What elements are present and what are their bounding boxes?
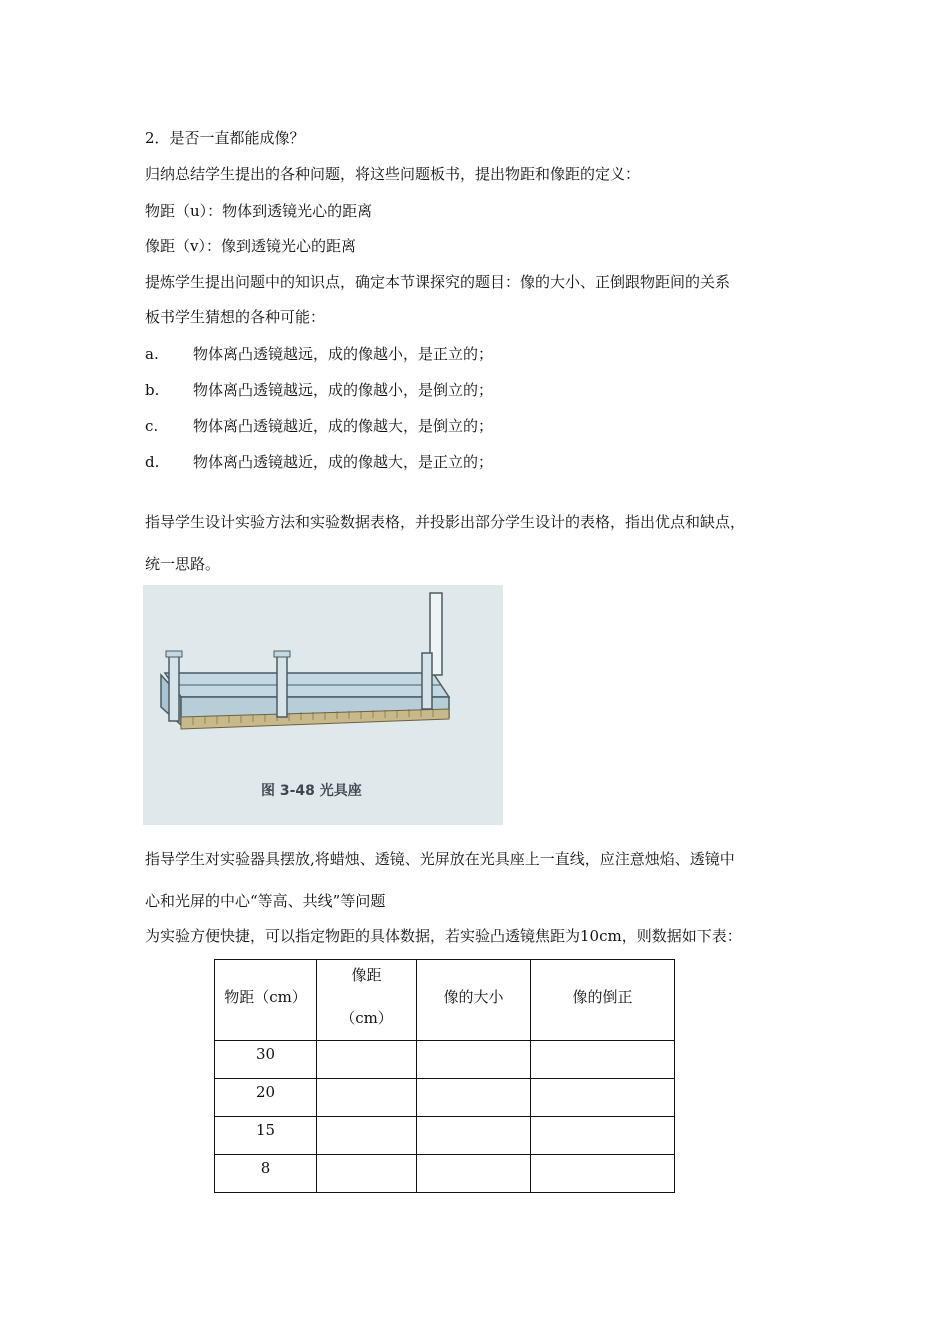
header-text: 物距（cm）	[224, 988, 307, 1006]
hypothesis-c	[145, 416, 493, 436]
cell-image-distance	[317, 1079, 417, 1117]
cell-image-distance	[317, 1041, 417, 1079]
cell-object-distance	[215, 1117, 317, 1155]
line-unify: 统一思路。	[145, 555, 221, 573]
list-marker: a.	[145, 345, 159, 363]
table-row	[215, 1155, 675, 1193]
table-header-row	[215, 960, 675, 1041]
cell-object-distance	[215, 1041, 317, 1079]
cell-image-distance	[317, 1155, 417, 1193]
cell-text: 20	[255, 1083, 276, 1101]
cell-image-size	[417, 1041, 531, 1079]
middle-holder	[277, 653, 287, 717]
left-holder-cap	[166, 651, 182, 657]
line-table-intro: 为实验方便快捷，可以指定物距的具体数据，若实验凸透镜焦距为10cm，则数据如下表：	[145, 927, 742, 945]
table-row	[215, 1079, 675, 1117]
hypothesis-d	[145, 452, 493, 472]
figure-caption: 图 3-48 光具座	[261, 783, 362, 799]
middle-holder-cap	[274, 651, 290, 657]
line-object-distance-def: 物距（u）：物体到透镜光心的距离	[145, 202, 373, 220]
cell-image-size	[417, 1117, 531, 1155]
header-text: 像的大小	[443, 988, 504, 1006]
line-topic: 提炼学生提出问题中的知识点，确定本节课探究的题目：像的大小、正倒跟物距间的关系	[145, 273, 731, 291]
cell-text: 30	[255, 1045, 276, 1063]
table-row	[215, 1041, 675, 1079]
hypothesis-text: 物体离凸透镜越远，成的像越小，是倒立的；	[193, 381, 494, 399]
left-holder	[169, 653, 179, 721]
cell-image-orientation	[531, 1117, 675, 1155]
cell-text: 8	[260, 1159, 271, 1177]
table-row	[215, 1117, 675, 1155]
hypothesis-text: 物体离凸透镜越近，成的像越大，是正立的；	[193, 453, 494, 471]
list-marker: c.	[145, 417, 159, 435]
right-holder	[422, 653, 432, 709]
line-image-distance-def: 像距（v）：像到透镜光心的距离	[145, 237, 356, 255]
optical-bench-illustration	[143, 585, 503, 825]
cell-image-orientation	[531, 1155, 675, 1193]
list-marker: b.	[145, 381, 160, 399]
line-summary: 归纳总结学生提出的各种问题，将这些问题板书，提出物距和像距的定义：	[145, 165, 641, 183]
hypothesis-text: 物体离凸透镜越远，成的像越小，是正立的；	[193, 345, 494, 363]
data-table	[214, 959, 675, 1193]
header-image-distance	[317, 960, 417, 1041]
header-text: 像的倒正	[572, 988, 633, 1006]
cell-image-size	[417, 1155, 531, 1193]
cell-object-distance	[215, 1079, 317, 1117]
cell-object-distance	[215, 1155, 317, 1193]
header-text: 像距	[351, 966, 382, 984]
hypothesis-text: 物体离凸透镜越近，成的像越大，是倒立的；	[193, 417, 494, 435]
header-text: （cm）	[340, 1009, 393, 1027]
cell-image-orientation	[531, 1079, 675, 1117]
optical-bench-figure	[143, 585, 503, 825]
hypothesis-b	[145, 380, 493, 400]
line-placement-guidance: 指导学生对实验器具摆放,将蜡烛、透镜、光屏放在光具座上一直线，应注意烛焰、透镜中	[145, 850, 735, 868]
header-image-orientation	[531, 960, 675, 1041]
cell-image-distance	[317, 1117, 417, 1155]
hypothesis-a	[145, 344, 493, 364]
list-marker: d.	[145, 453, 160, 471]
line-design-guidance: 指导学生设计实验方法和实验数据表格，并投影出部分学生设计的表格，指出优点和缺点，	[145, 513, 746, 531]
cell-image-size	[417, 1079, 531, 1117]
cell-image-orientation	[531, 1041, 675, 1079]
line-hypotheses-intro: 板书学生猜想的各种可能：	[145, 308, 326, 326]
line-question-2: 2．是否一直都能成像？	[145, 129, 305, 147]
cell-text: 15	[255, 1121, 276, 1139]
header-object-distance	[215, 960, 317, 1041]
line-placement-guidance-2: 心和光屏的中心“等高、共线”等问题	[145, 892, 386, 910]
header-image-size	[417, 960, 531, 1041]
